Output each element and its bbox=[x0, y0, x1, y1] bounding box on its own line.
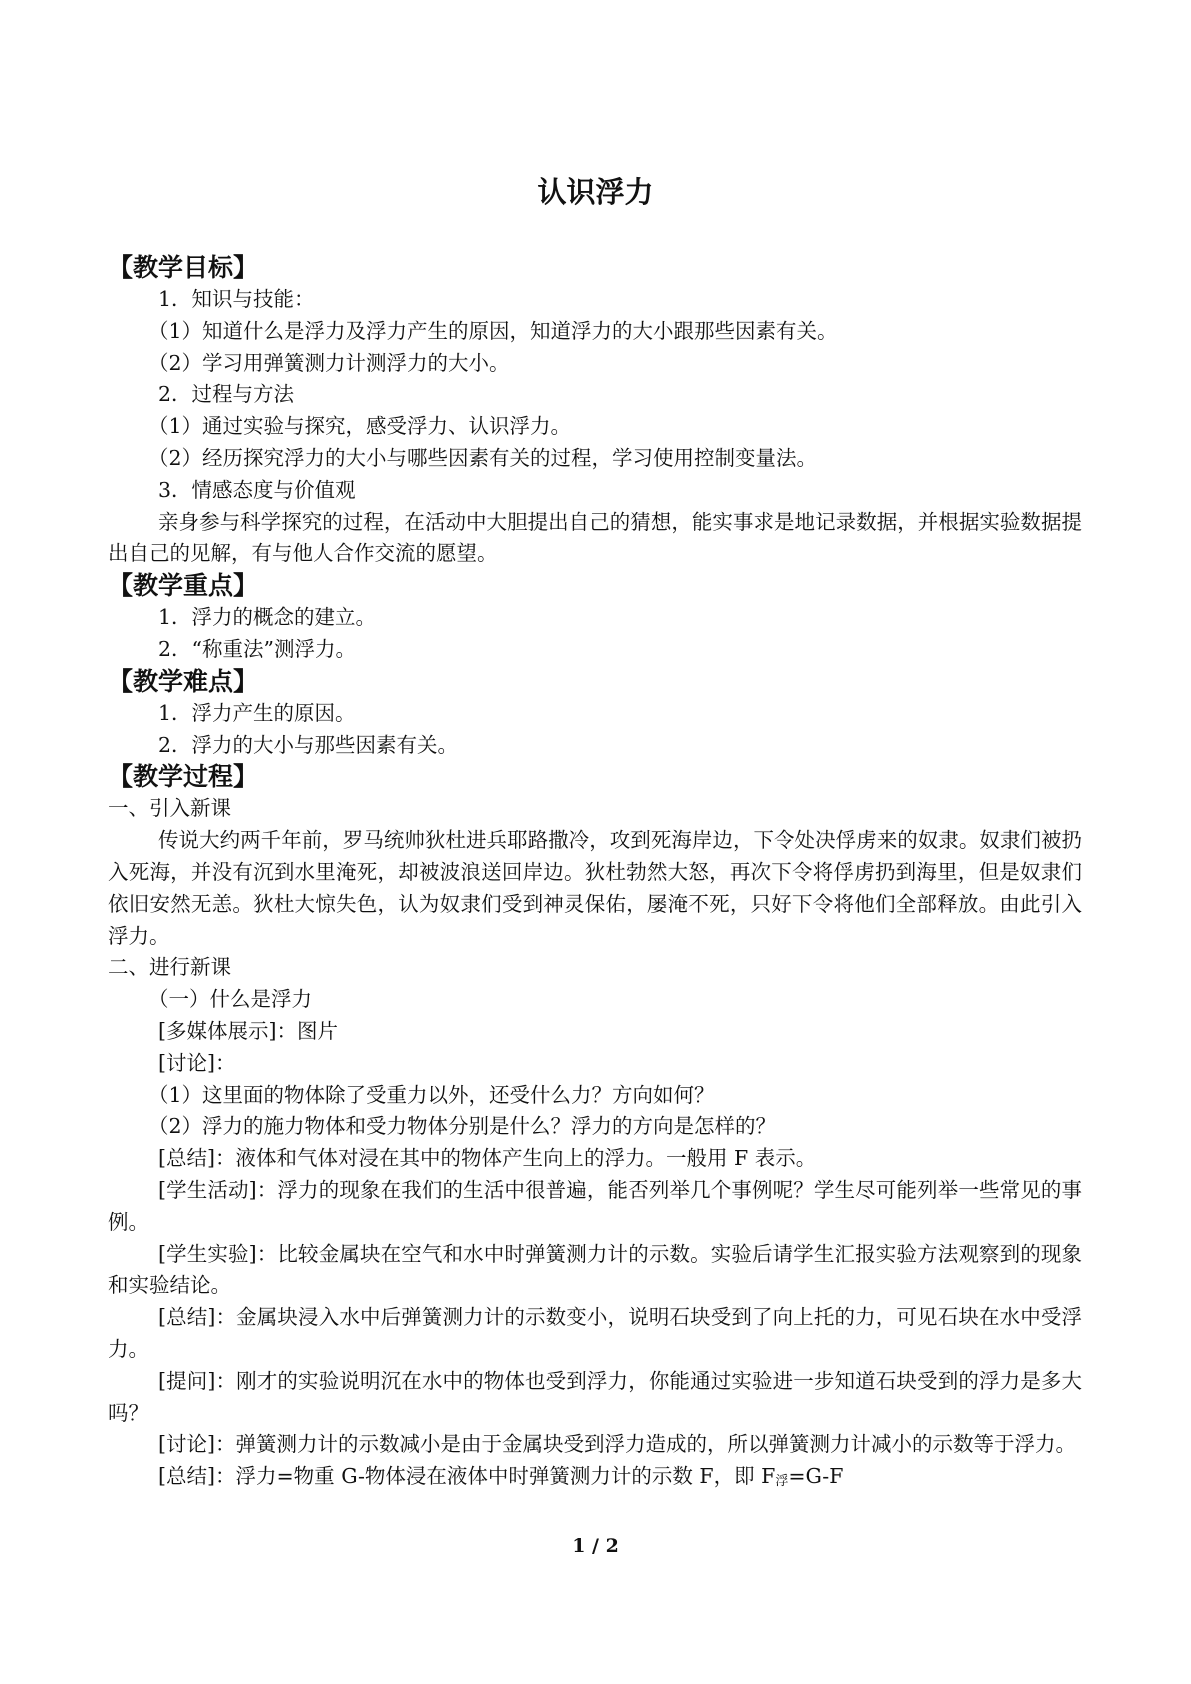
process-paragraph: [学生实验]：比较金属块在空气和水中时弹簧测力计的示数。实验后请学生汇报实验方法观察到的现象和实验结论。 bbox=[108, 1241, 1082, 1298]
formula-text: [总结]：浮力=物重 G-物体浸在液体中时弹簧测力计的示数 F，即 F bbox=[158, 1464, 776, 1489]
goals-line: 2．过程与方法 bbox=[158, 382, 295, 407]
page-number: 1 / 2 bbox=[572, 1535, 619, 1557]
goals-line: 1．知识与技能： bbox=[158, 287, 315, 311]
formula-subscript: 浮 bbox=[775, 1474, 789, 1490]
goals-line: 3．情感态度与价值观 bbox=[158, 477, 356, 502]
goals-paragraph: 亲身参与科学探究的过程，在活动中大胆提出自己的猜想，能实事求是地记录数据，并根据实验数据提出自己的见解，有与他人合作交流的愿望。 bbox=[108, 509, 1082, 566]
heading-goals: 【教学目标】 bbox=[108, 253, 259, 282]
process-line: （1）这里面的物体除了受重力以外，还受什么力？方向如何？ bbox=[148, 1082, 715, 1107]
key-line: 2．“称重法”测浮力。 bbox=[158, 636, 357, 661]
page-title: 认识浮力 bbox=[537, 175, 654, 209]
goals-line: （1）通过实验与探究，感受浮力、认识浮力。 bbox=[148, 414, 572, 439]
formula-tail: =G-F bbox=[788, 1464, 844, 1489]
difficulty-line: 1．浮力产生的原因。 bbox=[158, 700, 356, 725]
process-subsection-title: （一）什么是浮力 bbox=[148, 987, 312, 1012]
process-line: （2）浮力的施力物体和受力物体分别是什么？浮力的方向是怎样的？ bbox=[148, 1114, 777, 1139]
process-paragraph: [提问]：刚才的实验说明沉在水中的物体也受到浮力，你能通过实验进一步知道石块受到的浮力是多大吗？ bbox=[108, 1368, 1082, 1425]
document-body bbox=[108, 252, 1082, 1498]
heading-process: 【教学过程】 bbox=[108, 762, 259, 792]
process-paragraph: [讨论]：弹簧测力计的示数减小是由于金属块受到浮力造成的，所以弹簧测力计减小的示数等于浮力。 bbox=[158, 1432, 1076, 1457]
process-paragraph: 传说大约两千年前，罗马统帅狄杜进兵耶路撒冷，攻到死海岸边，下令处决俘虏来的奴隶。奴隶们被扔入死海，并没有沉到水里淹死，却被波浪送回岸边。狄杜勃然大怒，再次下令将俘虏扔到海里，但是奴隶们依旧安然无恙。狄杜大惊失色，认为奴隶们受到神灵保佑，屡淹不死，只好下令将他们全部释放。由此引入浮力。 bbox=[108, 828, 1082, 948]
process-line: [讨论]： bbox=[158, 1050, 236, 1075]
process-paragraph: [学生活动]：浮力的现象在我们的生活中很普遍，能否列举几个事例呢？学生尽可能列举一些常见的事例。 bbox=[108, 1177, 1082, 1234]
process-section-title: 一、引入新课 bbox=[108, 796, 231, 821]
process-line: [多媒体展示]：图片 bbox=[158, 1018, 338, 1043]
goals-line: （2）学习用弹簧测力计测浮力的大小。 bbox=[148, 350, 510, 375]
goals-line: （2）经历探究浮力的大小与哪些因素有关的过程，学习使用控制变量法。 bbox=[148, 445, 818, 470]
heading-difficulties: 【教学难点】 bbox=[108, 666, 259, 696]
key-line: 1．浮力的概念的建立。 bbox=[158, 605, 377, 630]
process-line: [总结]：液体和气体对浸在其中的物体产生向上的浮力。一般用 F 表示。 bbox=[158, 1146, 817, 1171]
heading-key-points: 【教学重点】 bbox=[108, 571, 259, 601]
goals-line: （1）知道什么是浮力及浮力产生的原因，知道浮力的大小跟那些因素有关。 bbox=[148, 318, 838, 343]
difficulty-line: 2．浮力的大小与那些因素有关。 bbox=[158, 732, 459, 757]
process-paragraph: [总结]：金属块浸入水中后弹簧测力计的示数变小，说明石块受到了向上托的力，可见石块在水中受浮力。 bbox=[108, 1305, 1082, 1361]
process-section-title: 二、进行新课 bbox=[108, 955, 231, 980]
formula-line bbox=[108, 1461, 1082, 1498]
